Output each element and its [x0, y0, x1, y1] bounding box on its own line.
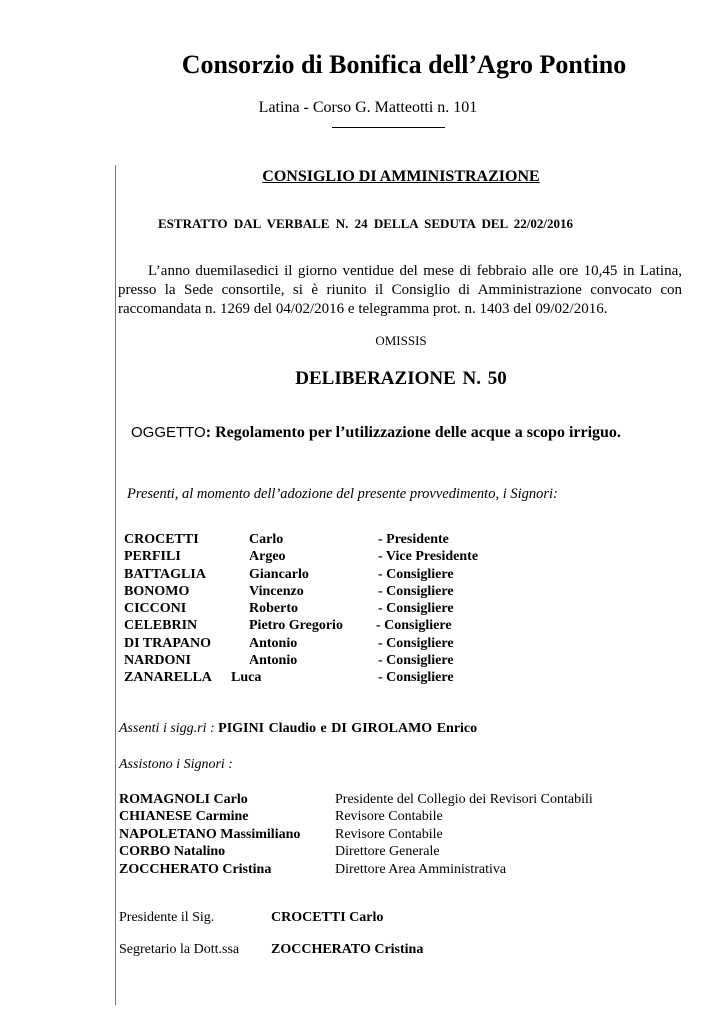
assisting-name: ZOCCHERATO Cristina: [119, 861, 272, 877]
absent-names: PIGINI Claudio e DI GIROLAMO Enrico: [218, 721, 478, 736]
absent-line: [119, 721, 477, 737]
member-name: Roberto: [249, 601, 298, 617]
member-name: Antonio: [249, 653, 298, 669]
member-role: - Vice Presidente: [378, 549, 479, 565]
subject-label: OGGETTO: [131, 424, 206, 441]
member-role: - Consigliere: [378, 601, 454, 617]
member-surname: BATTAGLIA: [124, 566, 206, 582]
assisting-name: CHIANESE Carmine: [119, 809, 249, 825]
assisting-name: NAPOLETANO Massimiliano: [119, 826, 301, 842]
member-surname: CELEBRIN: [124, 618, 198, 634]
present-intro: Presenti, al momento dell’adozione del presente provvedimento, i Signori:: [127, 486, 558, 502]
intro-paragraph: L’anno duemilasedici il giorno ventidue del mese di febbraio alle ore 10,45 in Latina, presso la Sede consortile, si è riunito il Consiglio di Amministrazione convocato con raccomandata n. 1269 del 04/02/2016 e telegramma prot. n. 1403 del 09/02/2016.: [118, 263, 682, 317]
assisting-role: Presidente del Collegio dei Revisori Contabili: [335, 792, 593, 807]
member-name: Giancarlo: [249, 566, 309, 582]
member-role: - Consigliere: [376, 618, 452, 634]
member-surname: ZANARELLA: [124, 670, 212, 686]
assisting-role: Direttore Generale: [335, 844, 440, 860]
assisting-role: Direttore Area Amministrativa: [335, 861, 507, 877]
omissis-label: OMISSIS: [375, 333, 427, 348]
member-role: - Consigliere: [378, 583, 454, 599]
member-name: Carlo: [249, 532, 284, 547]
member-surname: CROCETTI: [124, 532, 199, 547]
member-role: - Consigliere: [378, 635, 454, 651]
document-title: Consorzio di Bonifica dell’Agro Pontino: [181, 50, 627, 79]
member-name: Luca: [231, 670, 262, 686]
left-margin-line: [115, 165, 116, 1005]
subject-line: [131, 424, 621, 442]
member-name: Argeo: [249, 549, 286, 565]
council-heading: CONSIGLIO DI AMMINISTRAZIONE: [262, 168, 540, 185]
absent-label: Assenti i sigg.ri :: [119, 721, 219, 736]
member-surname: PERFILI: [124, 549, 181, 565]
assisting-name: ROMAGNOLI Carlo: [119, 792, 248, 807]
member-name: Antonio: [249, 635, 298, 651]
member-name: Pietro Gregorio: [249, 618, 343, 634]
member-surname: DI TRAPANO: [124, 635, 211, 651]
assisting-name: CORBO Natalino: [119, 844, 226, 860]
member-role: - Consigliere: [378, 670, 454, 686]
assisting-role: Revisore Contabile: [335, 809, 443, 825]
deliberation-number: DELIBERAZIONE N. 50: [295, 368, 507, 389]
secretary-name: ZOCCHERATO Cristina: [271, 942, 424, 957]
member-role: - Consigliere: [378, 653, 454, 669]
subject-text: : Regolamento per l’utilizzazione delle acque a scopo irriguo.: [205, 424, 621, 441]
president-label: Presidente il Sig.: [119, 910, 215, 925]
address-line: Latina - Corso G. Matteotti n. 101: [258, 99, 478, 116]
assisting-label: Assistono i Signori :: [119, 757, 233, 772]
extract-line: ESTRATTO DAL VERBALE N. 24 DELLA SEDUTA DEL 22/02/2016: [158, 216, 573, 231]
member-surname: CICCONI: [124, 601, 187, 617]
header-divider: [332, 127, 445, 128]
member-surname: NARDONI: [124, 653, 191, 669]
member-role: - Consigliere: [378, 566, 454, 582]
assisting-role: Revisore Contabile: [335, 826, 443, 842]
president-name: CROCETTI Carlo: [271, 910, 384, 925]
member-role: - Presidente: [378, 532, 449, 547]
member-surname: BONOMO: [124, 583, 190, 599]
member-name: Vincenzo: [249, 583, 304, 599]
secretary-label: Segretario la Dott.ssa: [119, 942, 240, 957]
